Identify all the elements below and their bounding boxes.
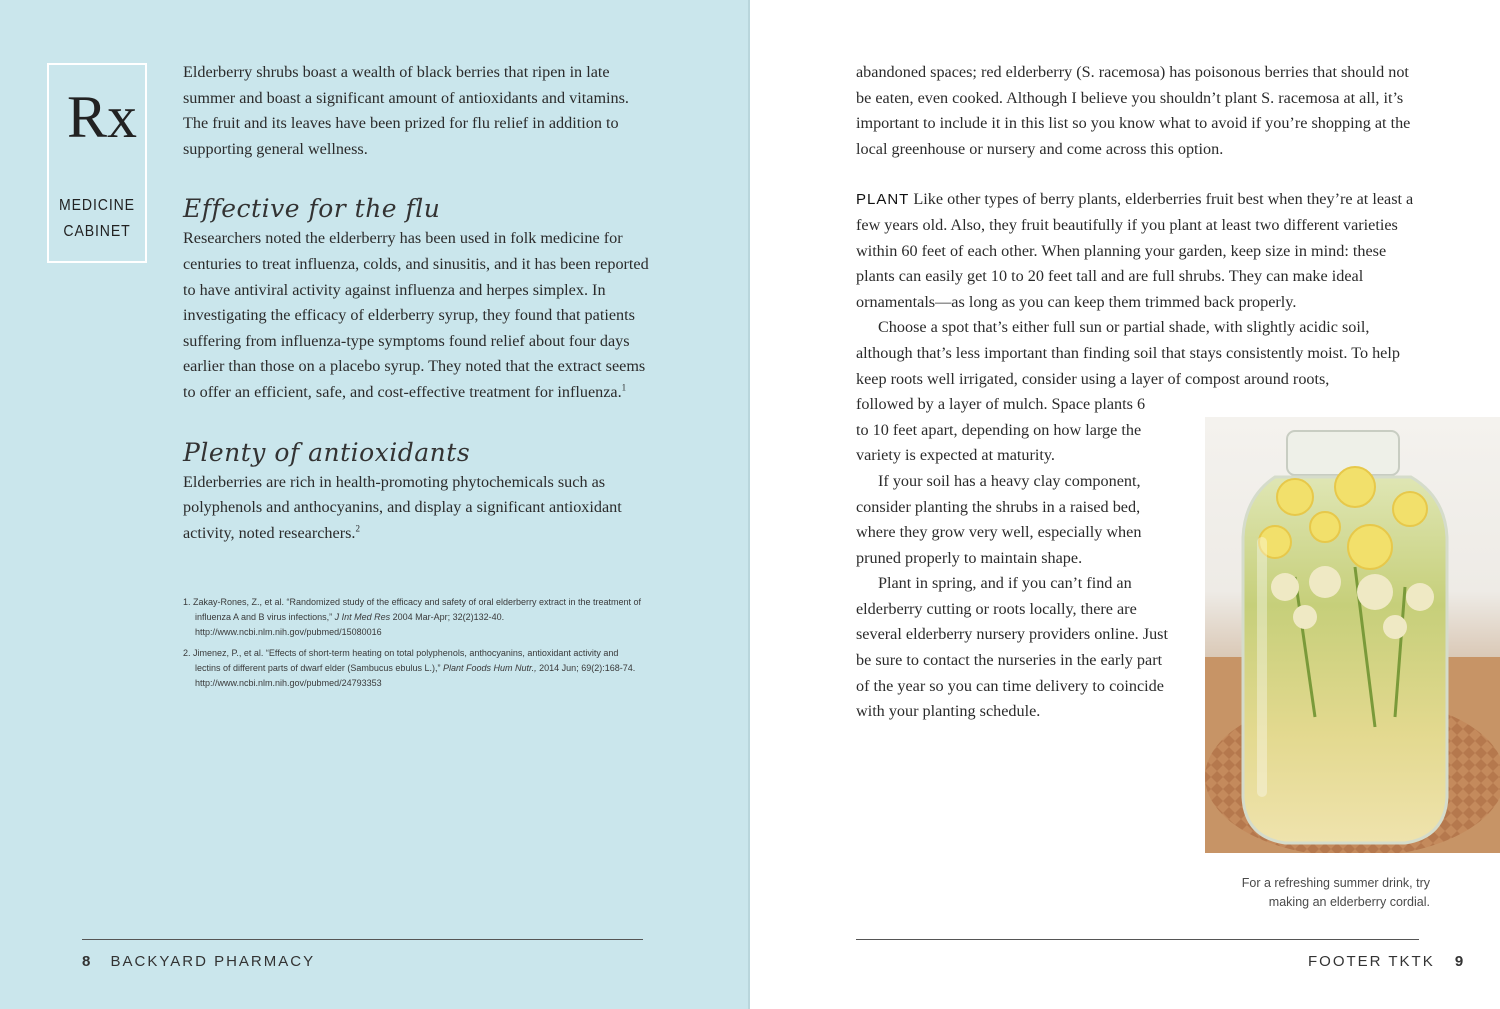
footnote-ref-2[interactable]: 2 [355,523,360,534]
right-para-5 [856,571,1196,725]
footnotes [183,595,643,697]
flu-paragraph [183,226,653,405]
text-line: several elderberry nursery providers online. Just [856,625,1168,644]
right-para-1: abandoned spaces; red elderberry (S. racemosa) has poisonous berries that should not be eaten, even cooked. Although I believe you shouldn’t plant S. racemosa at all, it’s important to include it in this list so you know what to avoid if you’re shopping at the local greenhouse or nursery and come across this option. [856,63,1411,158]
section-heading-antioxidants: Plenty of antioxidants [183,437,471,467]
footnote-2-pre: 2. Jimenez, P., et al. “Effects of short-term heating on total polyphenols, anthocyanins, antioxidant activity and lectins of different parts of dwarf elder (Sambucus ebulus L.),” [183,648,619,673]
label-line-1: MEDICINE [59,197,135,214]
running-head-right: FOOTER TKTK [1308,953,1435,970]
text-line: followed by a layer of mulch. Space plants 6 [856,395,1146,414]
rx-letter-r: Rx [67,84,138,150]
right-para-3: Choose a spot that’s either full sun or partial shade, with slightly acidic soil, although that’s less important than finding soil that stays consistently moist. To help keep roots well irrigated, consider using a layer of compost around roots, [856,318,1400,388]
left-column [183,60,653,546]
rx-symbol-icon [49,79,145,165]
footer-right [1308,953,1463,970]
right-para-3-cont [856,392,1196,469]
page-gutter [748,0,750,1009]
footnote-2 [183,646,643,691]
flu-paragraph-text: Researchers noted the elderberry has been used in folk medicine for centuries to treat influenza, colds, and sinusitis, and it has been reported to have antiviral activity against influenza and herpes simplex. In investigating the efficacy of elderberry syrup, they found that patients suffering from influenza-type symptoms found relief about four days earlier than those on a placebo syrup. They noted that the extract seems to offer an efficient, safe, and cost-effective treatment for influenza. [183,229,649,401]
footnote-1-pre: 1. Zakay-Rones, Z., et al. “Randomized study of the efficacy and safety of oral elderberry extract in the treatment of influenza A and B virus infections,” [183,597,642,622]
footnote-ref-1[interactable]: 1 [621,382,627,393]
footnote-1 [183,595,643,640]
text-line: with your planting schedule. [856,702,1041,721]
photo-caption: For a refreshing summer drink, try making an elderberry cordial. [1241,876,1430,909]
jar-highlight [1257,537,1267,797]
footnote-2-journal: Plant Foods Hum Nutr., [442,663,537,673]
right-narrow-text [856,392,1196,725]
right-para-4 [856,469,1196,571]
text-line: of the year so you can time delivery to coincide [856,676,1164,695]
plant-run-in-label: PLANT [856,191,910,209]
antioxidants-paragraph-text: Elderberries are rich in health-promoting phytochemicals such as polyphenols and anthocyanins, and display a significant antioxidant activity, noted researchers. [183,472,622,542]
footer-rule-right [856,939,1419,940]
plant-paragraph [856,187,1426,315]
section-heading-flu: Effective for the flu [183,194,441,224]
text-line: elderberry cutting or roots locally, there are [856,599,1137,618]
footer-rule-left [82,939,643,940]
medicine-cabinet-box [47,63,147,263]
text-line: be sure to contact the nurseries in the early part [856,651,1163,670]
plant-paragraph-text: Like other types of berry plants, elderberries fruit best when they’re at least a few years old. Also, they fruit beautifully if you plant at least two different varieties within 60 feet of each other. When planning your garden, keep size in mind: these plants can easily get 10 to 20 feet tall and are full shrubs. They can make ideal ornamentals—as long as you can keep them trimmed back properly. [856,190,1414,311]
page-number-right: 9 [1454,953,1464,970]
footnote-1-post: 2004 Mar-Apr; 32(2)132-40. http://www.ncbi.nlm.nih.gov/pubmed/15080016 [195,612,505,637]
label-line-2: CABINET [63,223,131,240]
jar-neck [1287,431,1399,475]
text-line: If your soil has a heavy clay component, [878,471,1141,490]
medicine-cabinet-label [55,193,139,245]
text-line: Plant in spring, and if you can’t find an [878,574,1132,593]
intro-paragraph: Elderberry shrubs boast a wealth of black berries that ripen in late summer and boast a significant amount of antioxidants and vitamins. The fruit and its leaves have been prized for flu relief in addition to supporting general wellness. [183,63,629,158]
text-line: consider planting the shrubs in a raised bed, [856,497,1141,516]
footnote-2-post: 2014 Jun; 69(2):168-74. http://www.ncbi.nlm.nih.gov/pubmed/24793353 [195,663,636,688]
running-head-left: BACKYARD PHARMACY [110,953,316,970]
page-number-left: 8 [82,953,91,970]
text-line: pruned properly to maintain shape. [856,548,1083,567]
antioxidants-paragraph [183,470,653,547]
text-line: variety is expected at maturity. [856,446,1055,465]
text-line: where they grow very well, especially when [856,523,1142,542]
footnote-1-journal: J Int Med Res [334,612,391,622]
text-line: to 10 feet apart, depending on how large the [856,420,1142,439]
jar-illustration [1205,417,1500,853]
elderberry-cordial-photo [1205,417,1500,853]
footer-left [82,953,315,970]
